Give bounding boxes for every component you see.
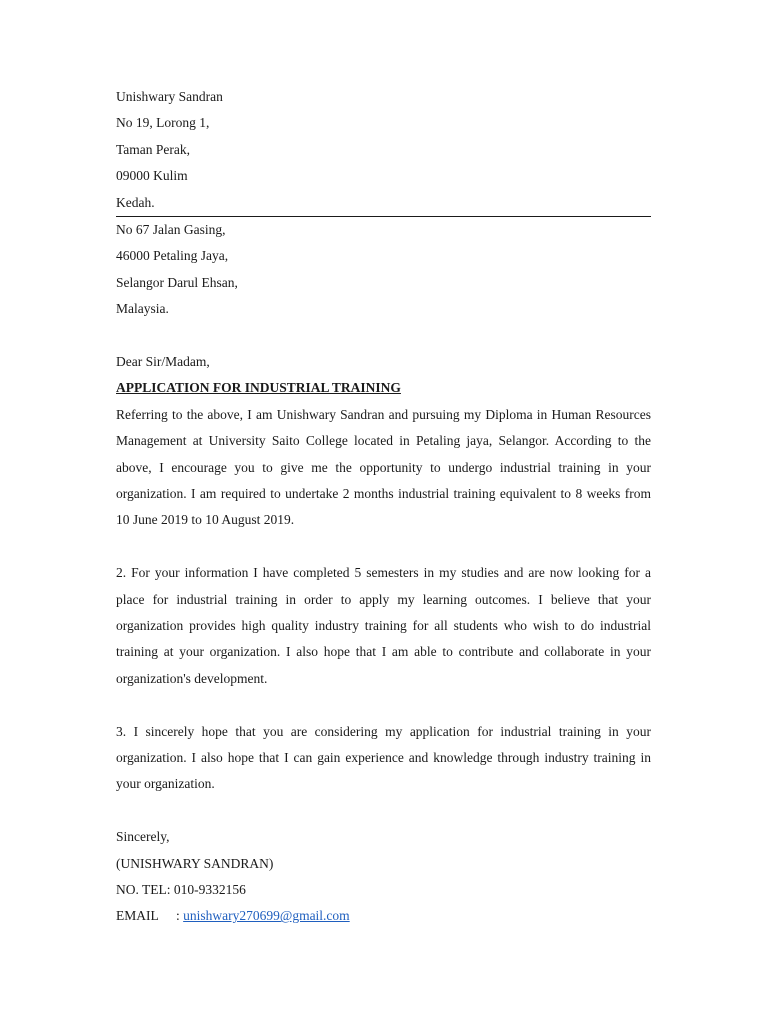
phone-number: NO. TEL: 010-9332156	[116, 881, 246, 897]
recipient-address-line: Selangor Darul Ehsan,	[116, 274, 238, 290]
email-line	[116, 903, 651, 929]
recipient-address-line: Malaysia.	[116, 301, 169, 317]
sender-address-line: No 19, Lorong 1,	[116, 115, 210, 131]
closing-block	[116, 824, 651, 930]
spacer	[116, 692, 651, 718]
spacer	[116, 323, 651, 349]
spacer	[116, 534, 651, 560]
body-paragraph-3: 3. I sincerely hope that you are considering my application for industrial training in your organization. I also hope that I can gain experience and knowledge through industry training in your organization.	[116, 723, 651, 792]
letter-body	[116, 84, 651, 930]
body-paragraph-2: 2. For your information I have completed 5 semesters in my studies and are now looking for a place for industrial training in order to apply my learning outcomes. I believe that your organization provides high quality industry training for all students who wish to do industrial training at your organization. I also hope that I am able to contribute and collaborate in your organization's development.	[116, 565, 651, 686]
signature-name: (UNISHWARY SANDRAN)	[116, 855, 274, 871]
recipient-address-block	[116, 217, 651, 323]
valediction: Sincerely,	[116, 829, 170, 845]
recipient-address-line: No 67 Jalan Gasing,	[116, 221, 226, 237]
salutation: Dear Sir/Madam,	[116, 353, 210, 369]
sender-name: Unishwary Sandran	[116, 89, 223, 104]
spacer	[116, 798, 651, 824]
subject-heading: APPLICATION FOR INDUSTRIAL TRAINING	[116, 380, 401, 396]
email-label: EMAIL	[116, 908, 159, 924]
sender-address-block	[116, 84, 651, 216]
body-paragraph-1: Referring to the above, I am Unishwary Sandran and pursuing my Diploma in Human Resources Management at University Saito College located in Petaling jaya, Selangor. According to the above, I encourage you to give me the opportunity to undergo industrial training in your organization. I am required to undertake 2 months industrial training equivalent to 8 weeks from 10 June 2019 to 10 August 2019.	[116, 406, 651, 528]
email-separator: :	[176, 908, 180, 924]
sender-address-line: 09000 Kulim	[116, 168, 188, 184]
sender-address-line: Kedah.	[116, 194, 155, 210]
email-link[interactable]: unishwary270699@gmail.com	[183, 908, 350, 924]
recipient-address-line: 46000 Petaling Jaya,	[116, 248, 229, 264]
sender-address-line: Taman Perak,	[116, 141, 191, 157]
